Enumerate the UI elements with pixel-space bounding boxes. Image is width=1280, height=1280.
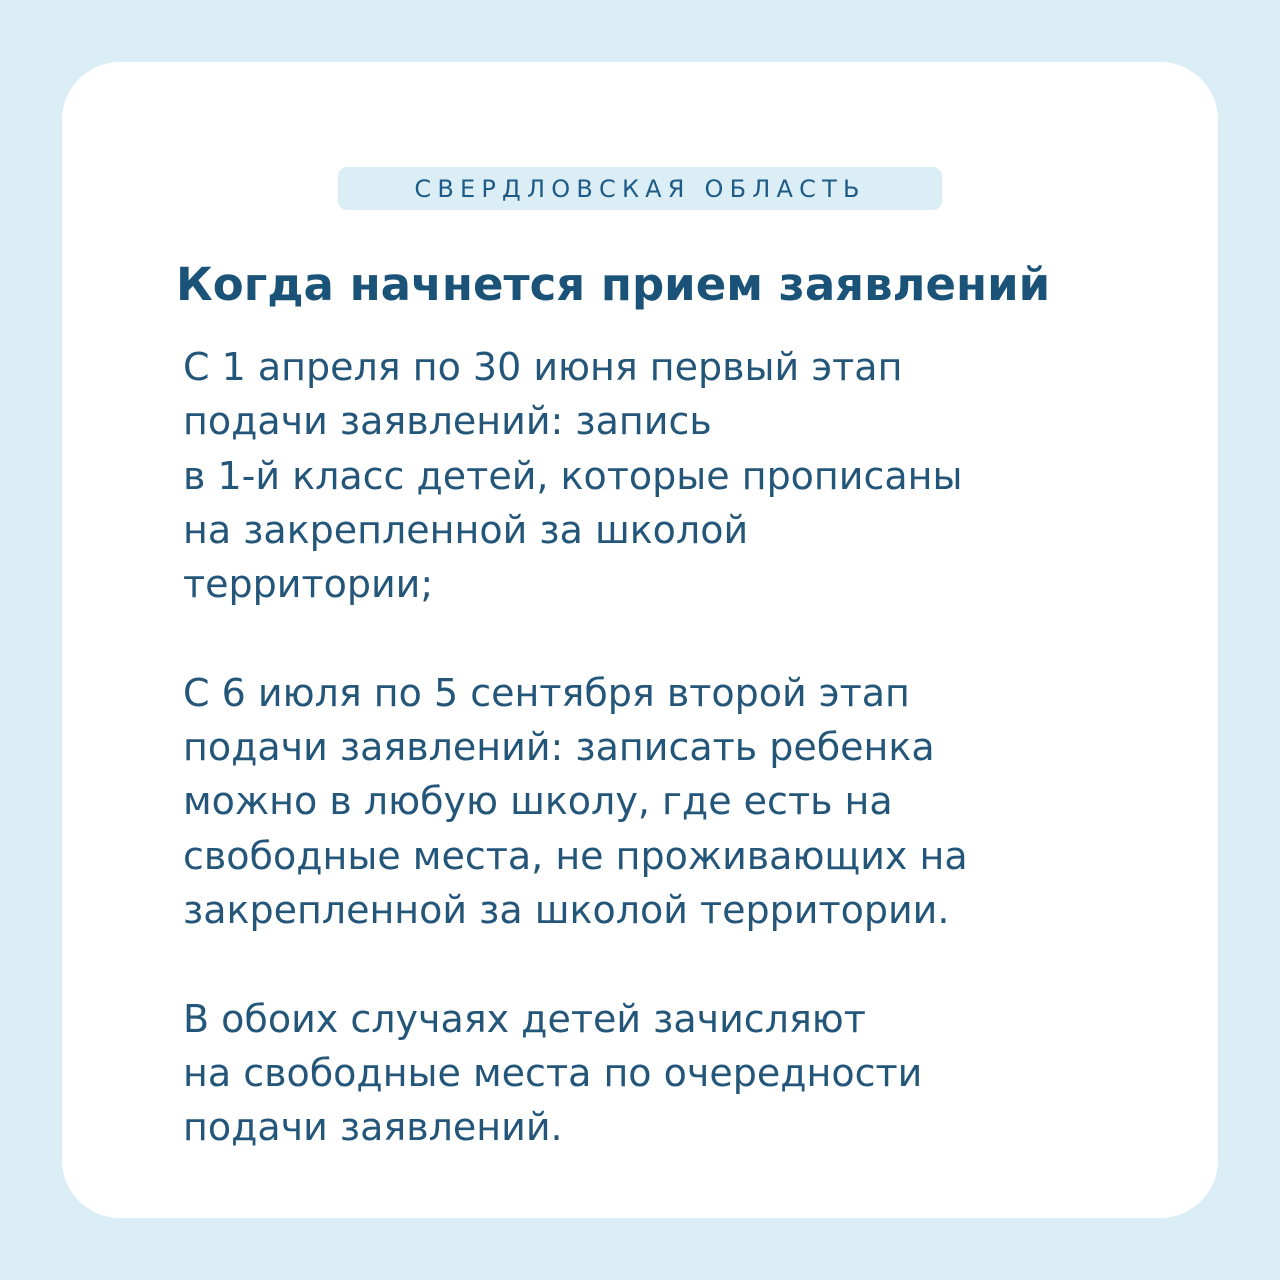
text-line: можно в любую школу, где есть на — [183, 779, 893, 824]
text-line: подачи заявлений. — [183, 1105, 563, 1150]
text-line: свободные места, не проживающих на — [183, 833, 968, 878]
text-line: в 1-й класс детей, которые прописаны — [183, 453, 963, 498]
text-line: подачи заявлений: записать ребенка — [183, 725, 935, 770]
paragraph-enrollment-order — [183, 992, 1143, 1155]
paragraph-first-stage — [183, 340, 1143, 611]
paragraph-second-stage — [183, 666, 1143, 937]
content-card — [62, 62, 1218, 1218]
region-label: СВЕРДЛОВСКАЯ ОБЛАСТЬ — [414, 174, 866, 203]
text-line: на свободные места по очередности — [183, 1050, 923, 1095]
headline: Когда начнется прием заявлений — [176, 258, 1051, 311]
region-badge — [338, 167, 942, 210]
info-text — [183, 340, 1143, 1154]
text-line: территории; — [183, 562, 434, 607]
text-line: на закрепленной за школой — [183, 507, 749, 552]
text-line: С 1 апреля по 30 июня первый этап — [183, 345, 903, 389]
text-line: В обоих случаях детей зачисляют — [183, 996, 866, 1041]
text-line: С 6 июля по 5 сентября второй этап — [183, 670, 910, 715]
text-line: подачи заявлений: запись — [183, 399, 712, 444]
text-line: закрепленной за школой территории. — [183, 887, 950, 932]
